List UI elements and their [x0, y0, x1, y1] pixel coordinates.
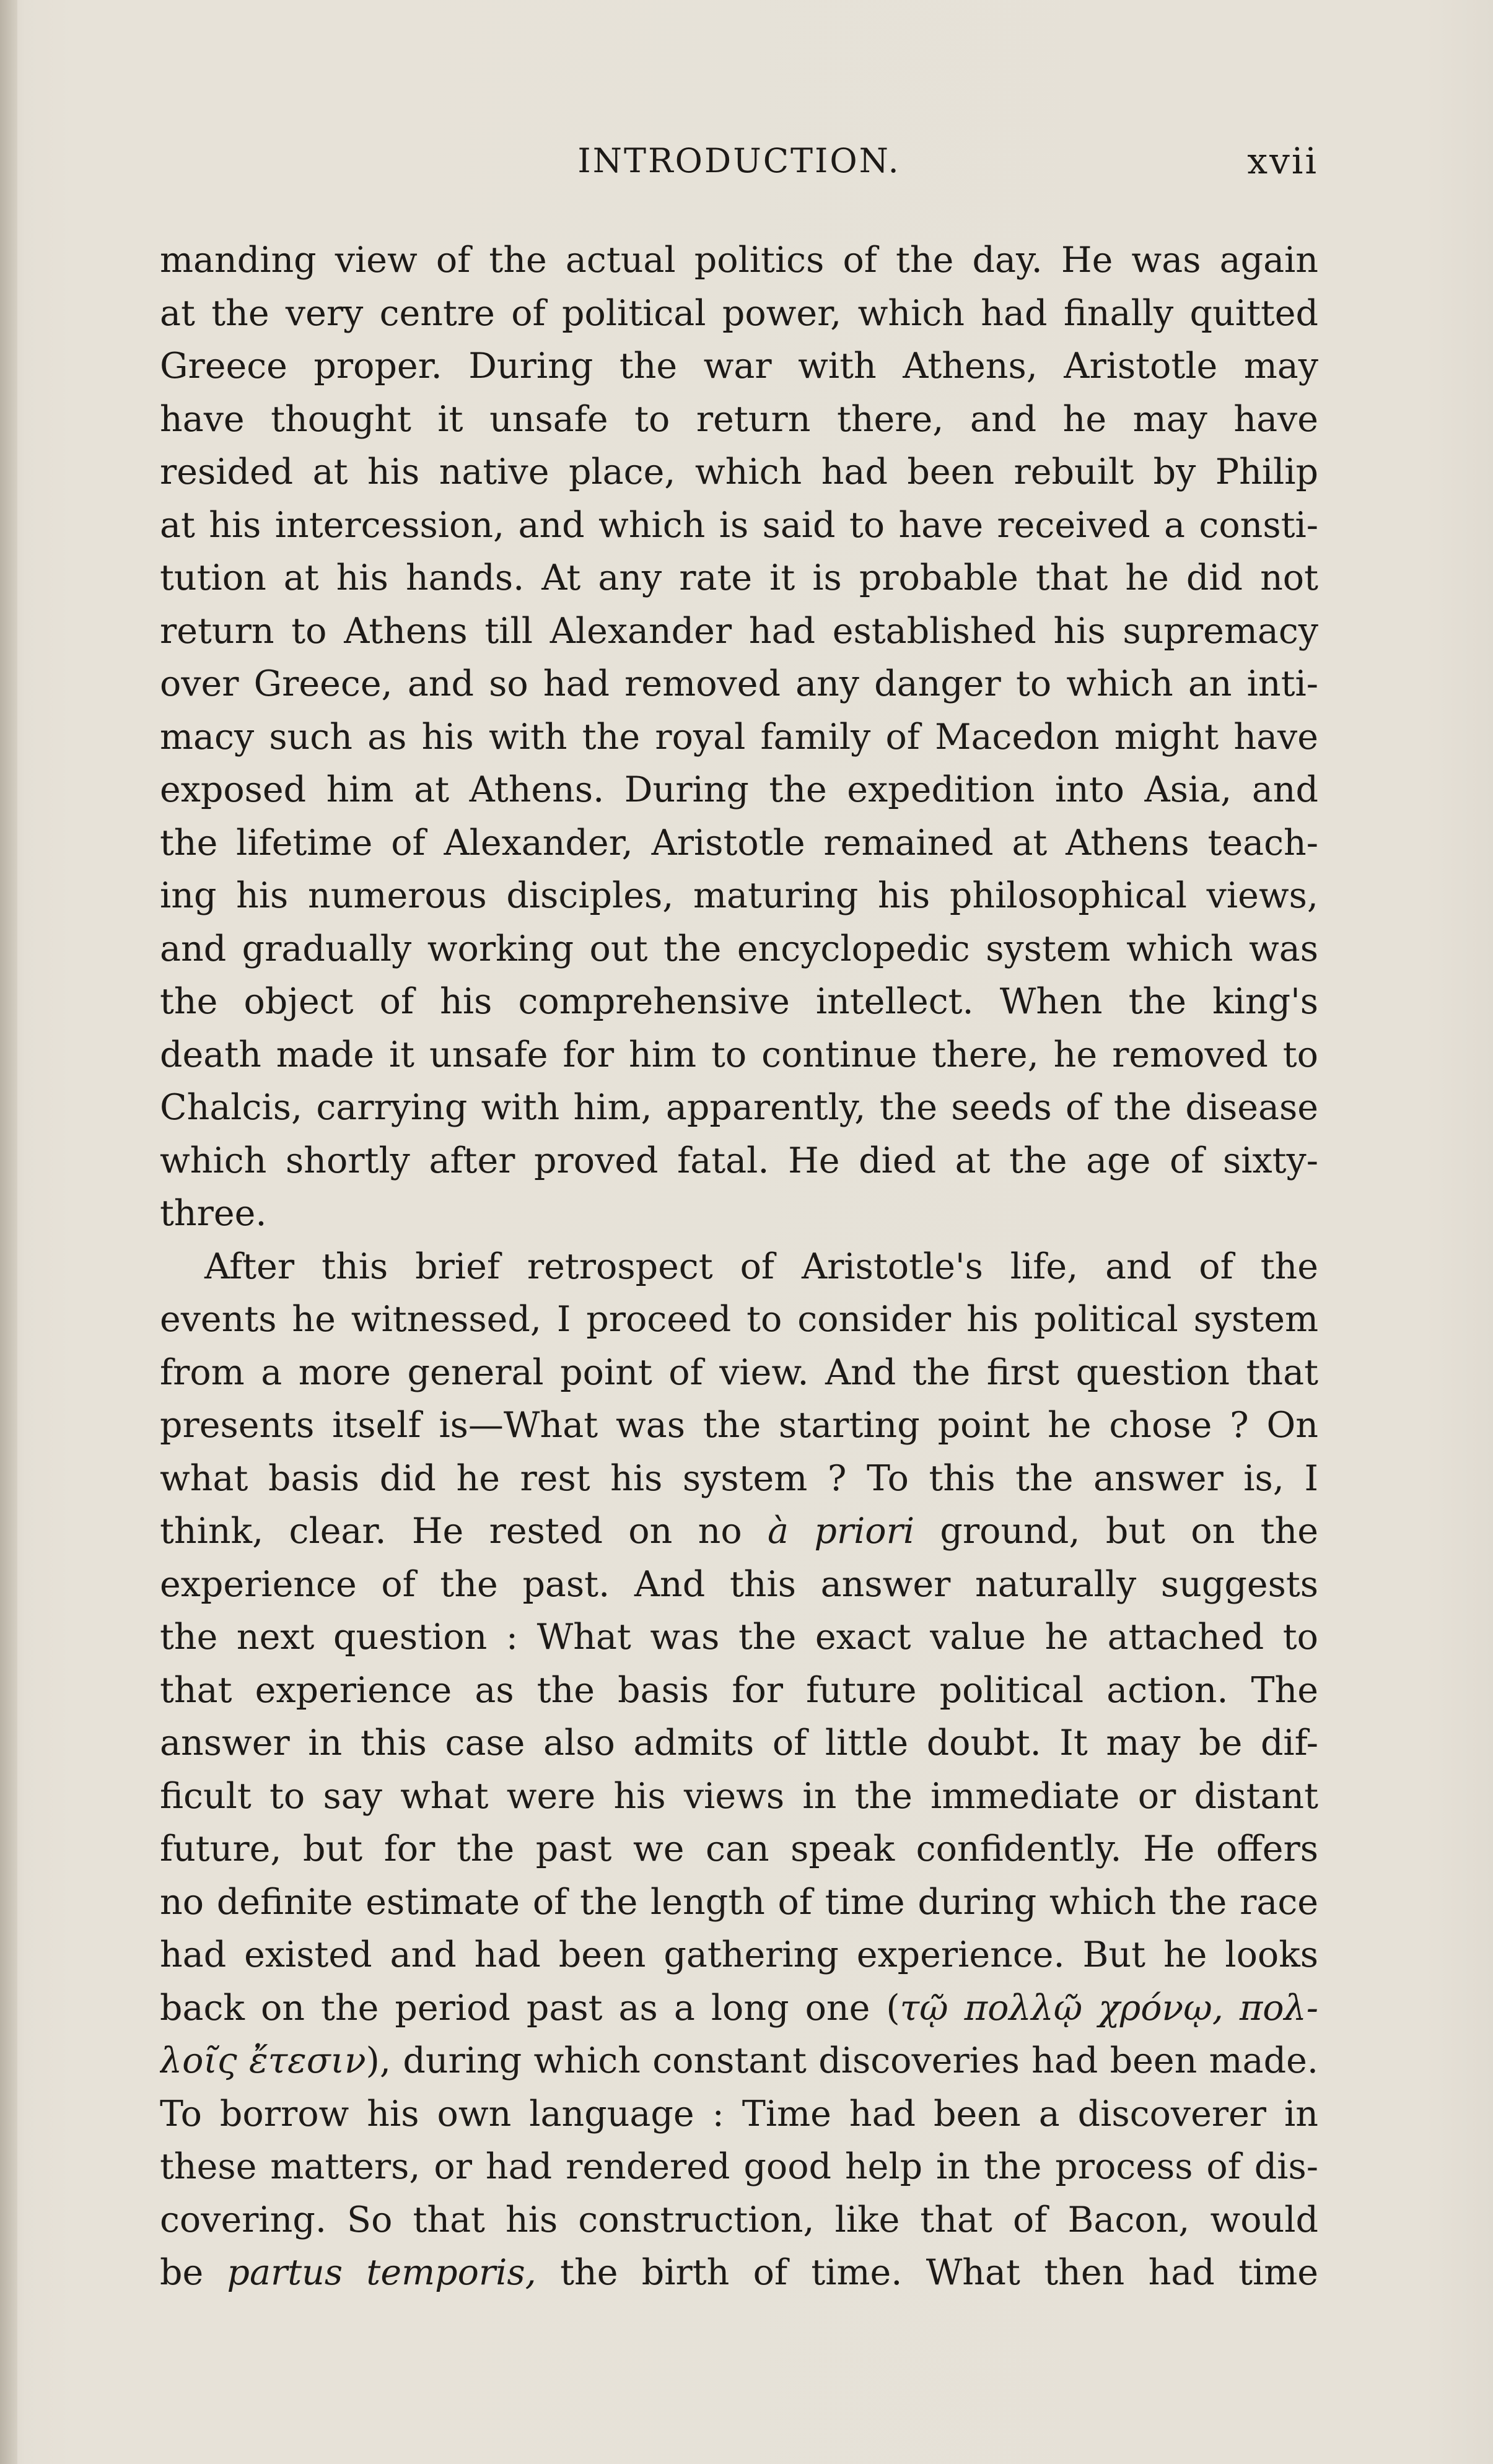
text-line: answer in this case also admits of little doubt. It may be dif- [160, 1723, 1318, 1763]
text-line: To borrow his own language : Time had been a discoverer in [160, 2093, 1318, 2134]
text-line-with-greek [160, 2035, 1318, 2088]
text-line: over Greece, and so had removed any danger to which an inti- [160, 663, 1318, 704]
text-line: from a more general point of view. And the first question that [160, 1352, 1318, 1393]
text-line: had existed and had been gathering experience. But he looks [160, 1934, 1318, 1975]
text-line: the object of his comprehensive intellect. When the king's [160, 981, 1318, 1022]
greek-phrase: λοῖς ἔτεσιν [160, 2040, 366, 2081]
text-line-with-italic [160, 1505, 1318, 1558]
text-line: manding view of the actual politics of the day. He was again [160, 240, 1318, 281]
text-line: death made it unsafe for him to continue there, he removed to [160, 1034, 1318, 1075]
line-text-after: the birth of time. What then had time [536, 2252, 1318, 2293]
text-line: presents itself is—What was the starting point he chose ? On [160, 1405, 1318, 1446]
line-text-before: be [160, 2252, 227, 2293]
greek-phrase: τῷ πολλῷ χρόνῳ, πολ- [900, 1987, 1318, 2029]
page-number: xvii [1247, 140, 1318, 182]
text-line: at his intercession, and which is said to have received a consti- [160, 504, 1318, 546]
text-line: Chalcis, carrying with him, apparently, the seeds of the disease [160, 1087, 1318, 1128]
line-text-before: back on the period past as a long one ( [160, 1987, 900, 2029]
text-line: ficult to say what were his views in the immediate or distant [160, 1775, 1318, 1817]
text-line: these matters, or had rendered good help in the process of dis- [160, 2146, 1318, 2187]
text-line: exposed him at Athens. During the expedition into Asia, and [160, 769, 1318, 810]
text-line: no definite estimate of the length of time during which the race [160, 1881, 1318, 1923]
text-line: resided at his native place, which had been rebuilt by Philip [160, 452, 1318, 492]
text-line: which shortly after proved fatal. He died at the age of sixty- [160, 1140, 1318, 1181]
text-line: tution at his hands. At any rate it is probable that he did not [160, 557, 1318, 598]
text-line: the lifetime of Alexander, Aristotle remained at Athens teach- [160, 822, 1318, 863]
text-line-with-italic [160, 2247, 1318, 2300]
line-text-after: ground, but on the [914, 1511, 1318, 1552]
text-line: have thought it unsafe to return there, and he may have [160, 398, 1318, 440]
text-line: what basis did he rest his system ? To this the answer is, I [160, 1457, 1318, 1499]
running-head [160, 139, 1318, 183]
text-line: ing his numerous disciples, maturing his philosophical views, [160, 875, 1318, 916]
text-line: macy such as his with the royal family of Macedon might have [160, 716, 1318, 758]
text-line-with-greek [160, 1982, 1318, 2035]
text-line: the next question : What was the exact value he attached to [160, 1617, 1318, 1658]
italic-phrase-partus-temporis: partus temporis, [227, 2252, 536, 2293]
body-text [160, 234, 1318, 2300]
text-line: covering. So that his construction, like that of Bacon, would [160, 2199, 1318, 2240]
line-text-after: ), during which constant discoveries had been made. [366, 2040, 1318, 2081]
paragraph-start-line: After this brief retrospect of Aristotle's life, and of the [204, 1246, 1318, 1287]
text-line: and gradually working out the encyclopedic system which was [160, 928, 1318, 969]
paragraph-end-line: three. [160, 1193, 267, 1234]
running-title: INTRODUCTION. [577, 141, 901, 180]
text-line: events he witnessed, I proceed to consider his political system [160, 1299, 1318, 1340]
text-line: at the very centre of political power, which had finally quitted [160, 292, 1318, 334]
text-line: that experience as the basis for future political action. The [160, 1669, 1318, 1711]
text-line: return to Athens till Alexander had established his supremacy [160, 610, 1318, 652]
text-line: future, but for the past we can speak confidently. He offers [160, 1828, 1318, 1869]
text-line: Greece proper. During the war with Athens, Aristotle may [160, 346, 1318, 387]
italic-phrase-a-priori: à priori [768, 1511, 915, 1552]
line-text-before: think, clear. He rested on no [160, 1511, 768, 1552]
text-line: experience of the past. And this answer naturally suggests [160, 1563, 1318, 1605]
page-gutter-edge [0, 0, 17, 2464]
